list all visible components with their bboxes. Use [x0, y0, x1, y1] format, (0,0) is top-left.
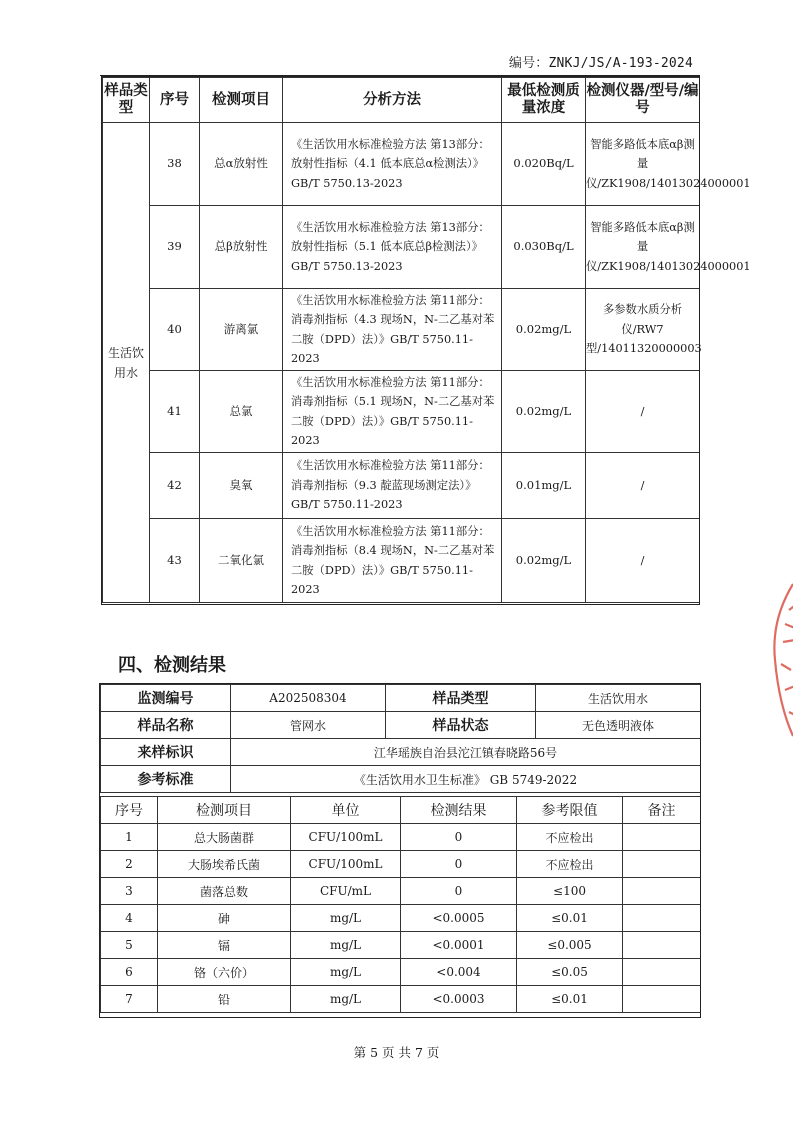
table-row [103, 453, 700, 519]
sample-info-table [100, 684, 701, 793]
note-cell [623, 905, 701, 932]
sample-type-value: 生活饮用水 [536, 685, 701, 712]
instrument-cell: 智能多路低本底αβ测量仪/ZK1908/14013024000001 [586, 123, 700, 206]
sample-state-value: 无色透明液体 [536, 712, 701, 739]
result-cell: 0 [401, 878, 517, 905]
instrument-cell: / [586, 519, 700, 603]
monitor-no-value: A202508304 [231, 685, 386, 712]
item-cell: 总α放射性 [200, 123, 283, 206]
item-cell: 总大肠菌群 [158, 824, 291, 851]
item-cell: 二氧化氯 [200, 519, 283, 603]
min-conc-cell: 0.02mg/L [502, 371, 586, 453]
method-cell: 《生活饮用水标准检验方法 第13部分：放射性指标（4.1 低本底总α检测法）》GB/T 5750.13-2023 [283, 123, 502, 206]
seq-cell: 6 [101, 959, 158, 986]
document-number: 编号：ZNKJ/JS/A-193-2024 [508, 56, 693, 71]
item-cell: 镉 [158, 932, 291, 959]
method-cell: 《生活饮用水标准检验方法 第13部分：放射性指标（5.1 低本底总β检测法）》GB/T 5750.13-2023 [283, 206, 502, 289]
info-row [101, 712, 701, 739]
unit-cell: CFU/mL [291, 878, 401, 905]
reference-value: 《生活饮用水卫生标准》 GB 5749-2022 [231, 766, 701, 793]
item-cell: 臭氧 [200, 453, 283, 519]
limit-cell: 不应检出 [517, 851, 623, 878]
sample-location-label: 来样标识 [101, 739, 231, 766]
item-cell: 菌落总数 [158, 878, 291, 905]
table-row [103, 519, 700, 603]
note-cell [623, 851, 701, 878]
instrument-cell: 多参数水质分析仪/RW7型/14011320000003 [586, 289, 700, 371]
item-cell: 总氯 [200, 371, 283, 453]
header-note: 备注 [623, 797, 701, 824]
sample-type-cell [103, 123, 150, 603]
method-table-header [103, 78, 700, 123]
results-table [100, 796, 701, 1013]
table-row [103, 371, 700, 453]
seq-cell: 43 [150, 519, 200, 603]
info-row [101, 766, 701, 793]
method-cell: 《生活饮用水标准检验方法 第11部分：消毒剂指标（4.3 现场N，N-二乙基对苯二胺（DPD）法）》GB/T 5750.11-2023 [283, 289, 502, 371]
instrument-cell: 智能多路低本底αβ测量仪/ZK1908/14013024000001 [586, 206, 700, 289]
note-cell [623, 824, 701, 851]
table-row [103, 289, 700, 371]
sample-name-label: 样品名称 [101, 712, 231, 739]
unit-cell: CFU/100mL [291, 824, 401, 851]
seq-cell: 3 [101, 878, 158, 905]
sample-type-label: 样品类型 [386, 685, 536, 712]
seq-cell: 4 [101, 905, 158, 932]
header-min-conc: 最低检测质量浓度 [502, 78, 586, 123]
sample-location-value: 江华瑶族自治县沱江镇春晓路56号 [231, 739, 701, 766]
header-limit: 参考限值 [517, 797, 623, 824]
header-method: 分析方法 [283, 78, 502, 123]
result-cell: <0.0001 [401, 932, 517, 959]
info-row [101, 739, 701, 766]
table-row [101, 824, 701, 851]
seq-cell: 39 [150, 206, 200, 289]
unit-cell: CFU/100mL [291, 851, 401, 878]
table-row [101, 959, 701, 986]
method-cell: 《生活饮用水标准检验方法 第11部分：消毒剂指标（8.4 现场N，N-二乙基对苯二胺（DPD）法）》GB/T 5750.11-2023 [283, 519, 502, 603]
sample-type-value: 生活饮用水 [108, 345, 145, 380]
limit-cell: ≤0.01 [517, 986, 623, 1013]
note-cell [623, 932, 701, 959]
header-rule [100, 75, 700, 76]
result-cell: 0 [401, 851, 517, 878]
sample-name-value: 管网水 [231, 712, 386, 739]
seq-cell: 41 [150, 371, 200, 453]
result-cell: <0.0005 [401, 905, 517, 932]
method-cell: 《生活饮用水标准检验方法 第11部分：消毒剂指标（5.1 现场N，N-二乙基对苯二胺（DPD）法）》GB/T 5750.11-2023 [283, 371, 502, 453]
red-seal-stamp [763, 580, 793, 740]
method-cell: 《生活饮用水标准检验方法 第11部分：消毒剂指标（9.3 靛蓝现场测定法）》GB/T 5750.11-2023 [283, 453, 502, 519]
header-seq: 序号 [150, 78, 200, 123]
header-item: 检测项目 [200, 78, 283, 123]
table-row [103, 123, 700, 206]
item-cell: 游离氯 [200, 289, 283, 371]
unit-cell: mg/L [291, 986, 401, 1013]
header-sample-type: 样品类型 [103, 78, 150, 123]
item-cell: 铬（六价） [158, 959, 291, 986]
seq-cell: 5 [101, 932, 158, 959]
item-cell: 砷 [158, 905, 291, 932]
unit-cell: mg/L [291, 905, 401, 932]
min-conc-cell: 0.030Bq/L [502, 206, 586, 289]
note-cell [623, 986, 701, 1013]
header-unit: 单位 [291, 797, 401, 824]
sample-state-label: 样品状态 [386, 712, 536, 739]
min-conc-cell: 0.02mg/L [502, 519, 586, 603]
header-instrument: 检测仪器/型号/编号 [586, 78, 700, 123]
limit-cell: 不应检出 [517, 824, 623, 851]
seq-cell: 1 [101, 824, 158, 851]
unit-cell: mg/L [291, 959, 401, 986]
note-cell [623, 878, 701, 905]
result-cell: <0.0003 [401, 986, 517, 1013]
reference-label: 参考标准 [101, 766, 231, 793]
monitor-no-label: 监测编号 [101, 685, 231, 712]
unit-cell: mg/L [291, 932, 401, 959]
seq-cell: 7 [101, 986, 158, 1013]
table-row [101, 851, 701, 878]
page-footer: 第 5 页 共 7 页 [353, 1045, 440, 1060]
min-conc-cell: 0.020Bq/L [502, 123, 586, 206]
instrument-cell: / [586, 453, 700, 519]
table-row [101, 905, 701, 932]
item-cell: 铅 [158, 986, 291, 1013]
result-cell: <0.004 [401, 959, 517, 986]
seq-cell: 40 [150, 289, 200, 371]
table-row [101, 878, 701, 905]
result-cell: 0 [401, 824, 517, 851]
seq-cell: 42 [150, 453, 200, 519]
limit-cell: ≤0.05 [517, 959, 623, 986]
method-table [102, 77, 751, 603]
header-result: 检测结果 [401, 797, 517, 824]
info-row [101, 685, 701, 712]
item-cell: 大肠埃希氏菌 [158, 851, 291, 878]
seq-cell: 38 [150, 123, 200, 206]
item-cell: 总β放射性 [200, 206, 283, 289]
seq-cell: 2 [101, 851, 158, 878]
limit-cell: ≤100 [517, 878, 623, 905]
table-row [103, 206, 700, 289]
limit-cell: ≤0.005 [517, 932, 623, 959]
results-header [101, 797, 701, 824]
min-conc-cell: 0.01mg/L [502, 453, 586, 519]
table-row [101, 932, 701, 959]
header-seq: 序号 [101, 797, 158, 824]
table-row [101, 986, 701, 1013]
min-conc-cell: 0.02mg/L [502, 289, 586, 371]
header-item: 检测项目 [158, 797, 291, 824]
section-title: 四、检测结果 [118, 655, 226, 676]
instrument-cell: / [586, 371, 700, 453]
note-cell [623, 959, 701, 986]
limit-cell: ≤0.01 [517, 905, 623, 932]
